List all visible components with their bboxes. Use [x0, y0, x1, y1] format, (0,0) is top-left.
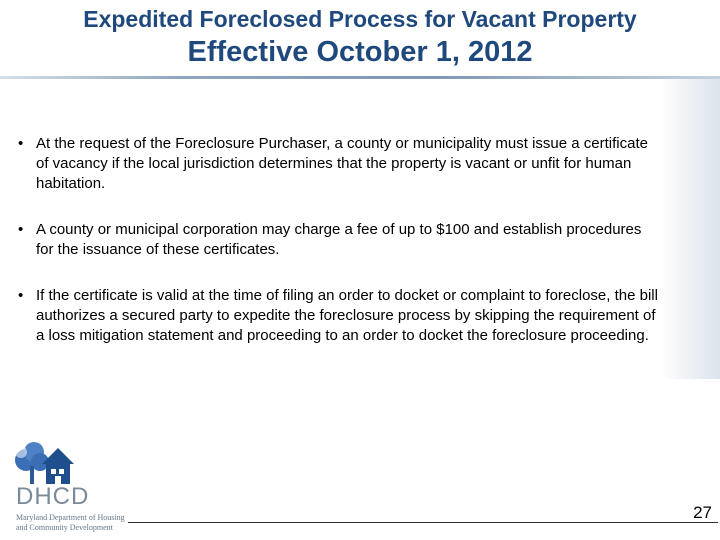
house-tree-logo-icon: [12, 438, 74, 486]
slide-title: Expedited Foreclosed Process for Vacant Property: [83, 6, 637, 32]
header-divider: [0, 76, 720, 79]
footer-divider: [128, 522, 718, 523]
logo-tagline-line1: Maryland Department of Housing: [16, 513, 125, 522]
slide-subtitle: Effective October 1, 2012: [187, 36, 533, 68]
bullet-item: • If the certificate is valid at the time of filing an order to docket or complaint to foreclose, the bill authorizes a secured party to expedite the foreclosure process by skipping the requirement of a loss mitigation statement and proceeding to an order to docket the foreclosure proceeding.: [18, 286, 658, 346]
decorative-side-band: [660, 79, 720, 379]
bullet-item: • A county or municipal corporation may charge a fee of up to $100 and establish procedures for the issuance of these certificates.: [18, 220, 658, 260]
bullet-list: [18, 134, 658, 372]
logo-wordmark: DHCD: [16, 483, 90, 510]
slide-header: [0, 0, 720, 80]
dhcd-logo: [8, 438, 133, 538]
page-number: 27: [693, 503, 712, 522]
logo-tagline-line2: and Community Development: [16, 523, 113, 532]
bullet-item: • At the request of the Foreclosure Purchaser, a county or municipality must issue a certificate of vacancy if the local jurisdiction determines that the property is vacant or unfit for human habitation.: [18, 134, 658, 194]
